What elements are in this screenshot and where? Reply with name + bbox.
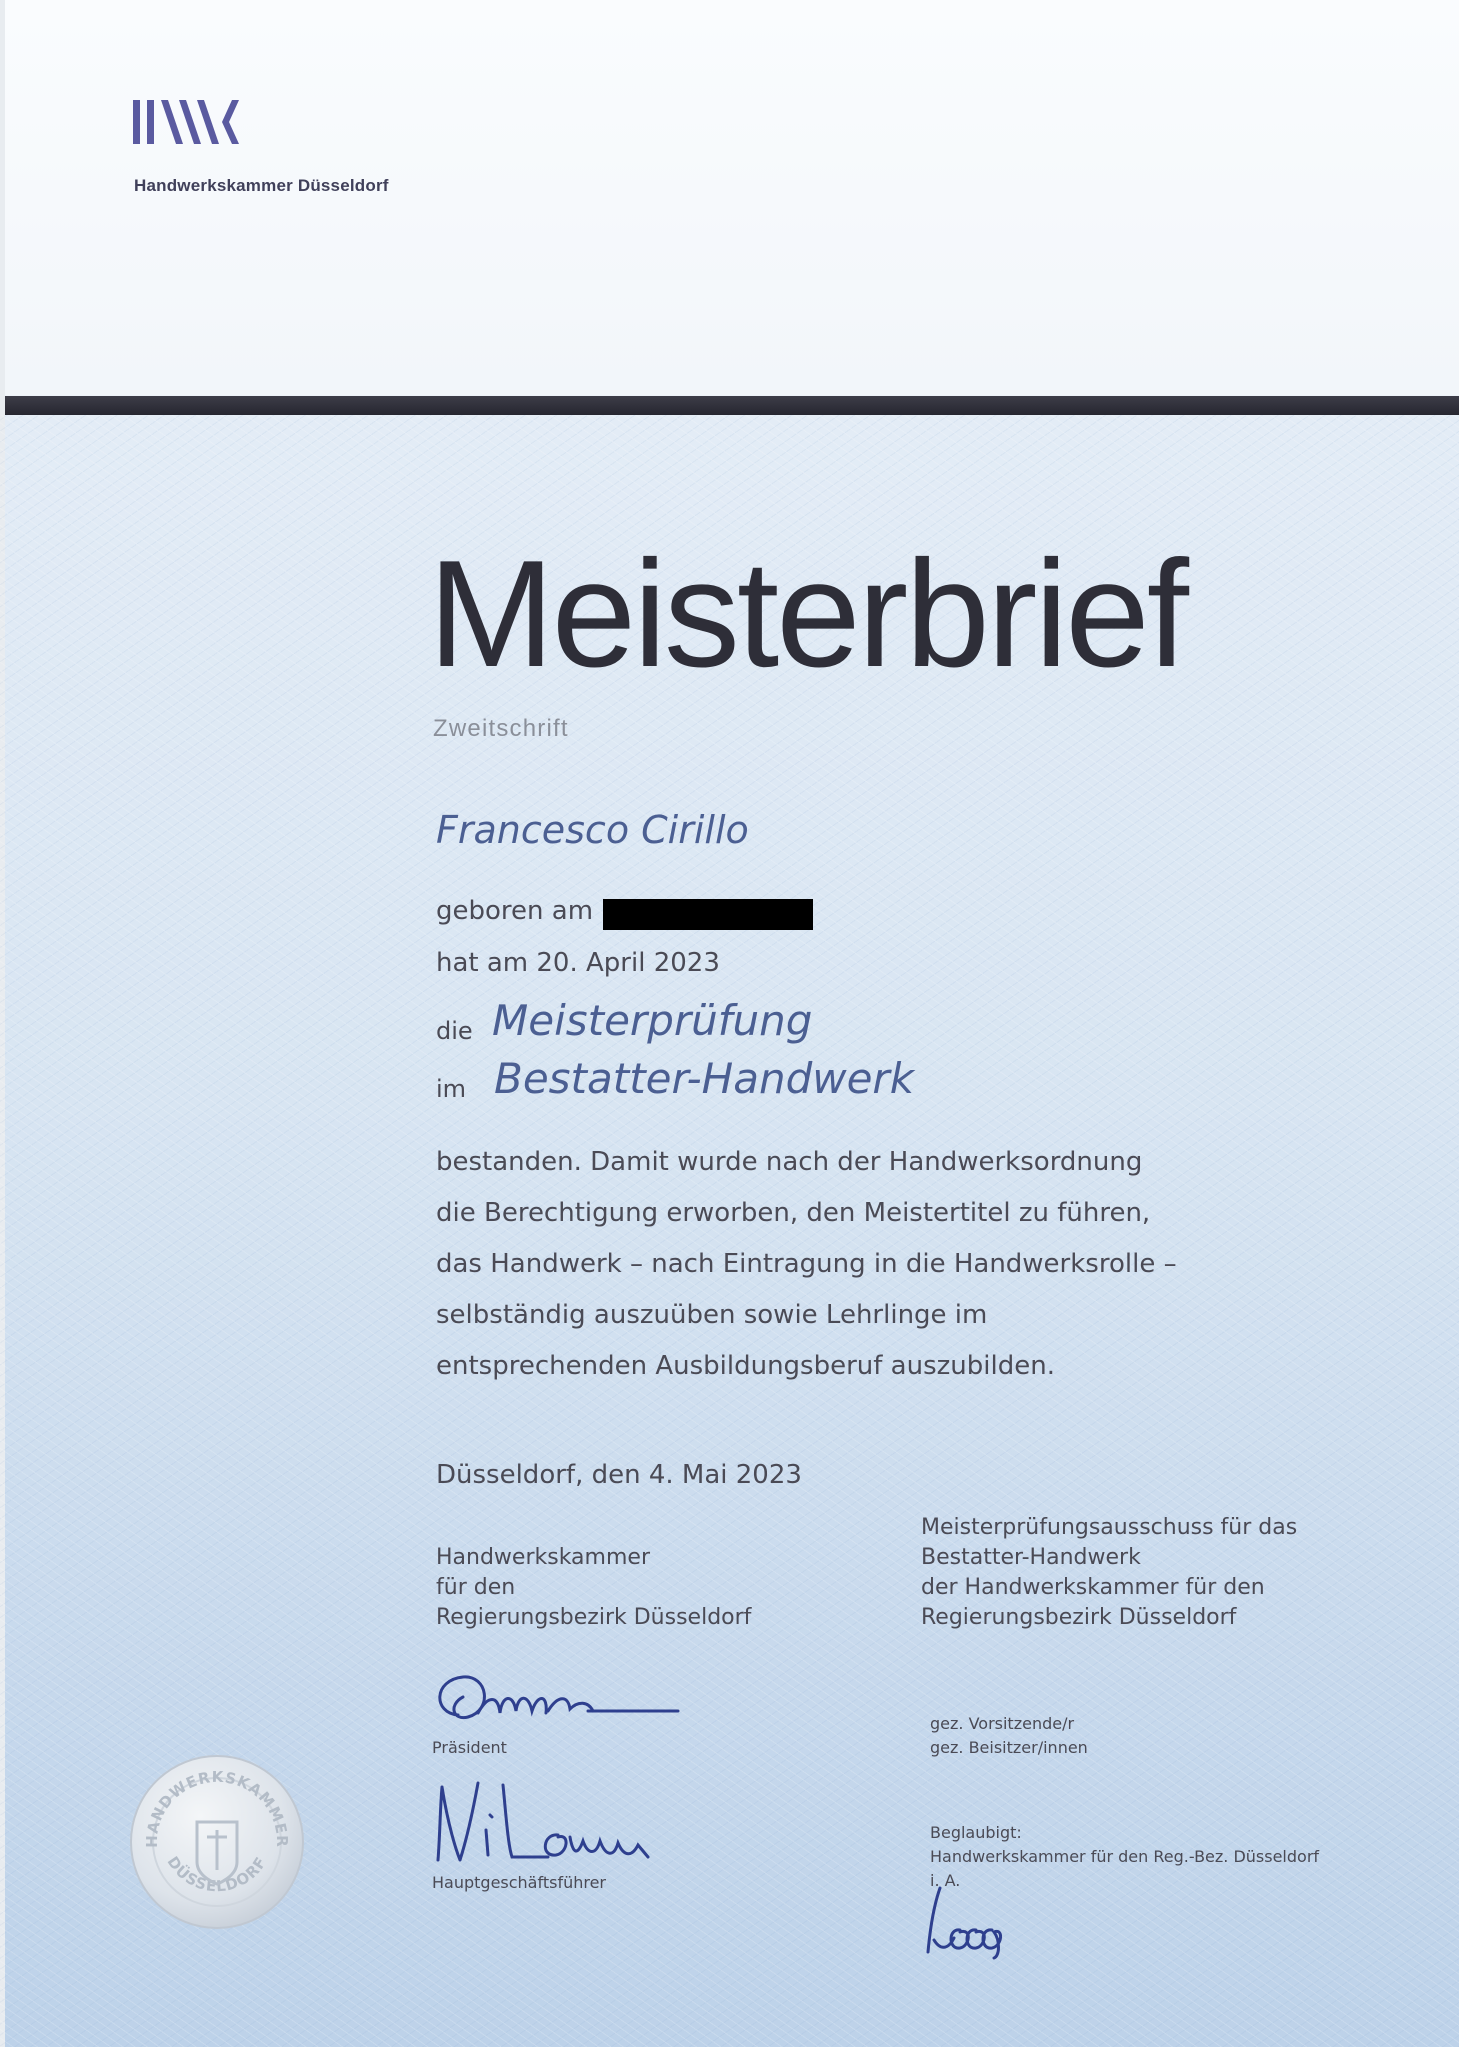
certified-line: i. A. (930, 1871, 961, 1890)
embossed-seal-icon (127, 1752, 307, 1932)
managing-director-signature (428, 1775, 718, 1875)
body-line: selbständig auszuüben sowie Lehrlinge im (436, 1300, 988, 1330)
body-line: bestanden. Damit wurde nach der Handwerksordnung (436, 1147, 1143, 1177)
trade-name: Bestatter-Handwerk (494, 1054, 915, 1103)
president-signature (428, 1665, 718, 1745)
body-line: entsprechenden Ausbildungsberuf auszubilden. (436, 1351, 1055, 1381)
address-line: der Handwerkskammer für den (921, 1575, 1265, 1600)
signed-line: gez. Vorsitzende/r (930, 1714, 1075, 1733)
address-line: Regierungsbezirk Düsseldorf (436, 1605, 752, 1630)
exam-name: Meisterprüfung (492, 996, 813, 1045)
president-label: Präsident (432, 1738, 507, 1757)
born-label: geboren am (436, 896, 594, 926)
body-line: das Handwerk – nach Eintragung in die Handwerksrolle – (436, 1249, 1177, 1279)
managing-director-label: Hauptgeschäftsführer (432, 1873, 607, 1892)
address-line: Bestatter-Handwerk (921, 1545, 1141, 1570)
certified-line: Handwerkskammer für den Reg.-Bez. Düsseldorf (930, 1847, 1320, 1866)
header-divider (5, 396, 1459, 415)
signed-notes (930, 1712, 1088, 1760)
address-line: Meisterprüfungsausschuss für das (921, 1515, 1298, 1540)
document-title: Meisterbrief (428, 529, 1186, 699)
holder-name: Francesco Cirillo (436, 808, 749, 852)
certifier-signature (920, 1880, 1080, 1960)
logo-text: Handwerkskammer Düsseldorf (134, 176, 389, 195)
document-subtitle: Zweitschrift (433, 715, 569, 742)
svg-text:DÜSSELDORF: DÜSSELDORF (163, 1853, 271, 1896)
issuer-left-address (436, 1543, 751, 1633)
address-line: Handwerkskammer (436, 1545, 650, 1570)
header-band (0, 0, 1459, 395)
svg-text:HANDWERKSKAMMER: HANDWERKSKAMMER (142, 1767, 292, 1848)
redacted-birthdate (603, 899, 813, 930)
signed-line: gez. Beisitzer/innen (930, 1738, 1088, 1757)
place-date: Düsseldorf, den 4. Mai 2023 (436, 1460, 802, 1490)
body-text (436, 1137, 1177, 1392)
exam-date-line: hat am 20. April 2023 (436, 948, 720, 978)
issuer-right-address (921, 1513, 1297, 1633)
die-label: die (436, 1017, 473, 1045)
hwk-logo-icon (133, 98, 273, 146)
certified-line: Beglaubigt: (930, 1823, 1022, 1842)
body-line: die Berechtigung erworben, den Meistertitel zu führen, (436, 1198, 1151, 1228)
address-line: Regierungsbezirk Düsseldorf (921, 1605, 1237, 1630)
address-line: für den (436, 1575, 516, 1600)
im-label: im (436, 1075, 467, 1103)
